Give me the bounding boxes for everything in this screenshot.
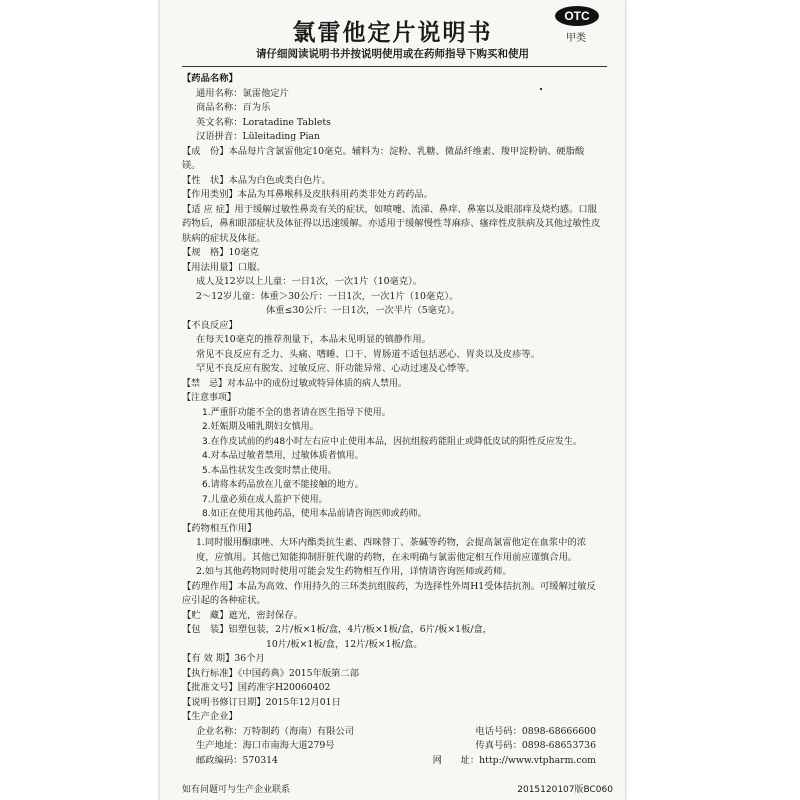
otc-class-label: 甲类	[566, 33, 586, 44]
pinyin-name: 汉语拼音：Lüleitading Pian	[196, 131, 320, 142]
usage-notice: 请仔细阅读说明书并按说明使用或在药师指导下购买和使用	[256, 48, 529, 60]
contact-note: 如有问题可与生产企业联系	[182, 785, 291, 795]
fax-number: 传真号码：0898-68653736	[475, 740, 596, 751]
category-section: 【作用类别】本品为耳鼻喉科及皮肤科用药类非处方药药品。	[182, 189, 434, 200]
standard-section: 【执行标准】《中国药典》2015年版第二部	[182, 667, 360, 679]
generic-name: 通用名称：氯雷他定片	[196, 87, 289, 99]
company-name: 企业名称：万特制药（海南）有限公司	[196, 725, 355, 737]
dosage-child-under-30kg: 体重≤30公斤：一日1次，一次半片（5毫克）。	[266, 305, 461, 316]
section-heading-name: 【药品名称】	[182, 73, 238, 84]
precaution-item: 8.如正在使用其他药品，使用本品前请咨询医师或药师。	[202, 509, 427, 519]
interactions-heading: 【药物相互作用】	[182, 522, 257, 534]
pharmacology-section: 【药理作用】本品为高效、作用持久的三环类抗组胺药，为选择性外周H1受体拮抗剂。可缓解过敏反应引起的各种症状。	[182, 580, 596, 606]
header-divider	[182, 66, 607, 67]
interactions-para-1: 1.同时服用酮康唑、大环内酯类抗生素、西咪替丁、茶碱等药物，会提高氯雷他定在血浆中的浓度，应慎用。其他已知能抑制肝脏代谢的药物，在未明确与氯雷他定相互作用前应谨慎合用。	[196, 537, 587, 563]
storage-section: 【贮 藏】遮光，密封保存。	[182, 609, 303, 621]
precautions-heading: 【注意事项】	[182, 393, 237, 403]
precaution-item: 1.严重肝功能不全的患者请在医生指导下使用。	[202, 407, 391, 418]
otc-badge: OTC	[555, 6, 599, 26]
dosage-heading: 【用法用量】口服。	[182, 261, 266, 273]
adverse-line-3: 罕见不良反应有脱发、过敏反应、肝功能异常、心动过速及心悸等。	[196, 363, 475, 374]
manufacturer-heading: 【生产企业】	[182, 711, 238, 722]
indication-section: 【适 应 症】用于缓解过敏性鼻炎有关的症状，如喷嚏、流涕、鼻痒、鼻塞以及眼部痒及烧灼感。口服药物后，鼻和眼部症状及体征得以迅速缓解。亦适用于缓解慢性荨麻疹、瘙痒性皮肤病及其他过敏性皮肤病的症状及体征。	[182, 203, 601, 244]
contraindication-section: 【禁 忌】对本品中的成份过敏或特异体质的病人禁用。	[182, 378, 408, 389]
precaution-item: 3.在作皮试前的约48小时左右应中止使用本品，因抗组胺药能阻止或降低皮试的阳性反应发生。	[202, 436, 583, 447]
property-section: 【性 状】本品为白色或类白色片。	[182, 174, 331, 186]
production-address: 生产地址：海口市南海大道279号	[196, 740, 335, 751]
precaution-item: 6.请将本药品放在儿童不能接触的地方。	[202, 480, 364, 490]
adverse-heading: 【不良反应】	[182, 319, 238, 331]
trade-name: 商品名称：百为乐	[196, 102, 271, 113]
approval-section: 【批准文号】国药准字H20060402	[182, 682, 331, 693]
dosage-child-over-30kg: 2～12岁儿童：体重＞30公斤：一日1次，一次1片（10毫克）。	[196, 290, 459, 302]
adverse-line-1: 在每天10毫克的推荐剂量下，本品未见明显的镇静作用。	[196, 334, 431, 345]
postcode: 邮政编码：570314	[196, 754, 278, 766]
document-title: 氯雷他定片说明书	[292, 20, 493, 46]
precaution-item: 4.对本品过敏者禁用，过敏体质者慎用。	[202, 451, 364, 461]
manufacturer-row	[182, 754, 602, 769]
precaution-item: 2.妊娠期及哺乳期妇女慎用。	[202, 422, 319, 432]
spec-section: 【规 格】10毫克	[182, 247, 259, 258]
precaution-item: 7.儿童必须在成人监护下使用。	[202, 494, 328, 505]
interactions-para-2: 2.如与其他药物同时使用可能会发生药物相互作用，详情请咨询医师或药师。	[196, 566, 512, 577]
adverse-line-2: 常见不良反应有乏力、头痛、嗜睡、口干、胃肠道不适包括恶心、胃炎以及皮疹等。	[196, 348, 540, 360]
precaution-item: 5.本品性状发生改变时禁止使用。	[202, 465, 337, 476]
website: 网 址：http://www.vtpharm.com	[432, 754, 596, 766]
package-line-1: 【包 装】铝塑包装，2片/板×1板/盒，4片/板×1板/盒，6片/板×1板/盒，	[182, 624, 493, 635]
revision-date-section: 【说明书修订日期】2015年12月01日	[182, 696, 341, 708]
package-line-2: 10片/板×1板/盒，12片/板×1板/盒。	[266, 638, 423, 650]
footer	[182, 782, 613, 795]
manufacturer-row	[182, 739, 602, 754]
phone-number: 电话号码：0898-68666600	[475, 725, 596, 737]
dosage-adult: 成人及12岁以上儿童：一日1次，一次1片（10毫克）。	[196, 276, 423, 287]
version-code: 2015120107版BC060	[517, 785, 613, 795]
english-name: 英文名称：Loratadine Tablets	[196, 116, 331, 128]
manufacturer-row	[182, 725, 602, 740]
composition-section: 【成 份】本品每片含氯雷他定10毫克。辅料为：淀粉、乳糖、微晶纤维素、羧甲淀粉钠、硬脂酸镁。	[182, 145, 585, 171]
leaflet-body	[182, 72, 602, 768]
validity-section: 【有 效 期】36个月	[182, 653, 265, 664]
leaflet-sheet	[160, 0, 625, 800]
